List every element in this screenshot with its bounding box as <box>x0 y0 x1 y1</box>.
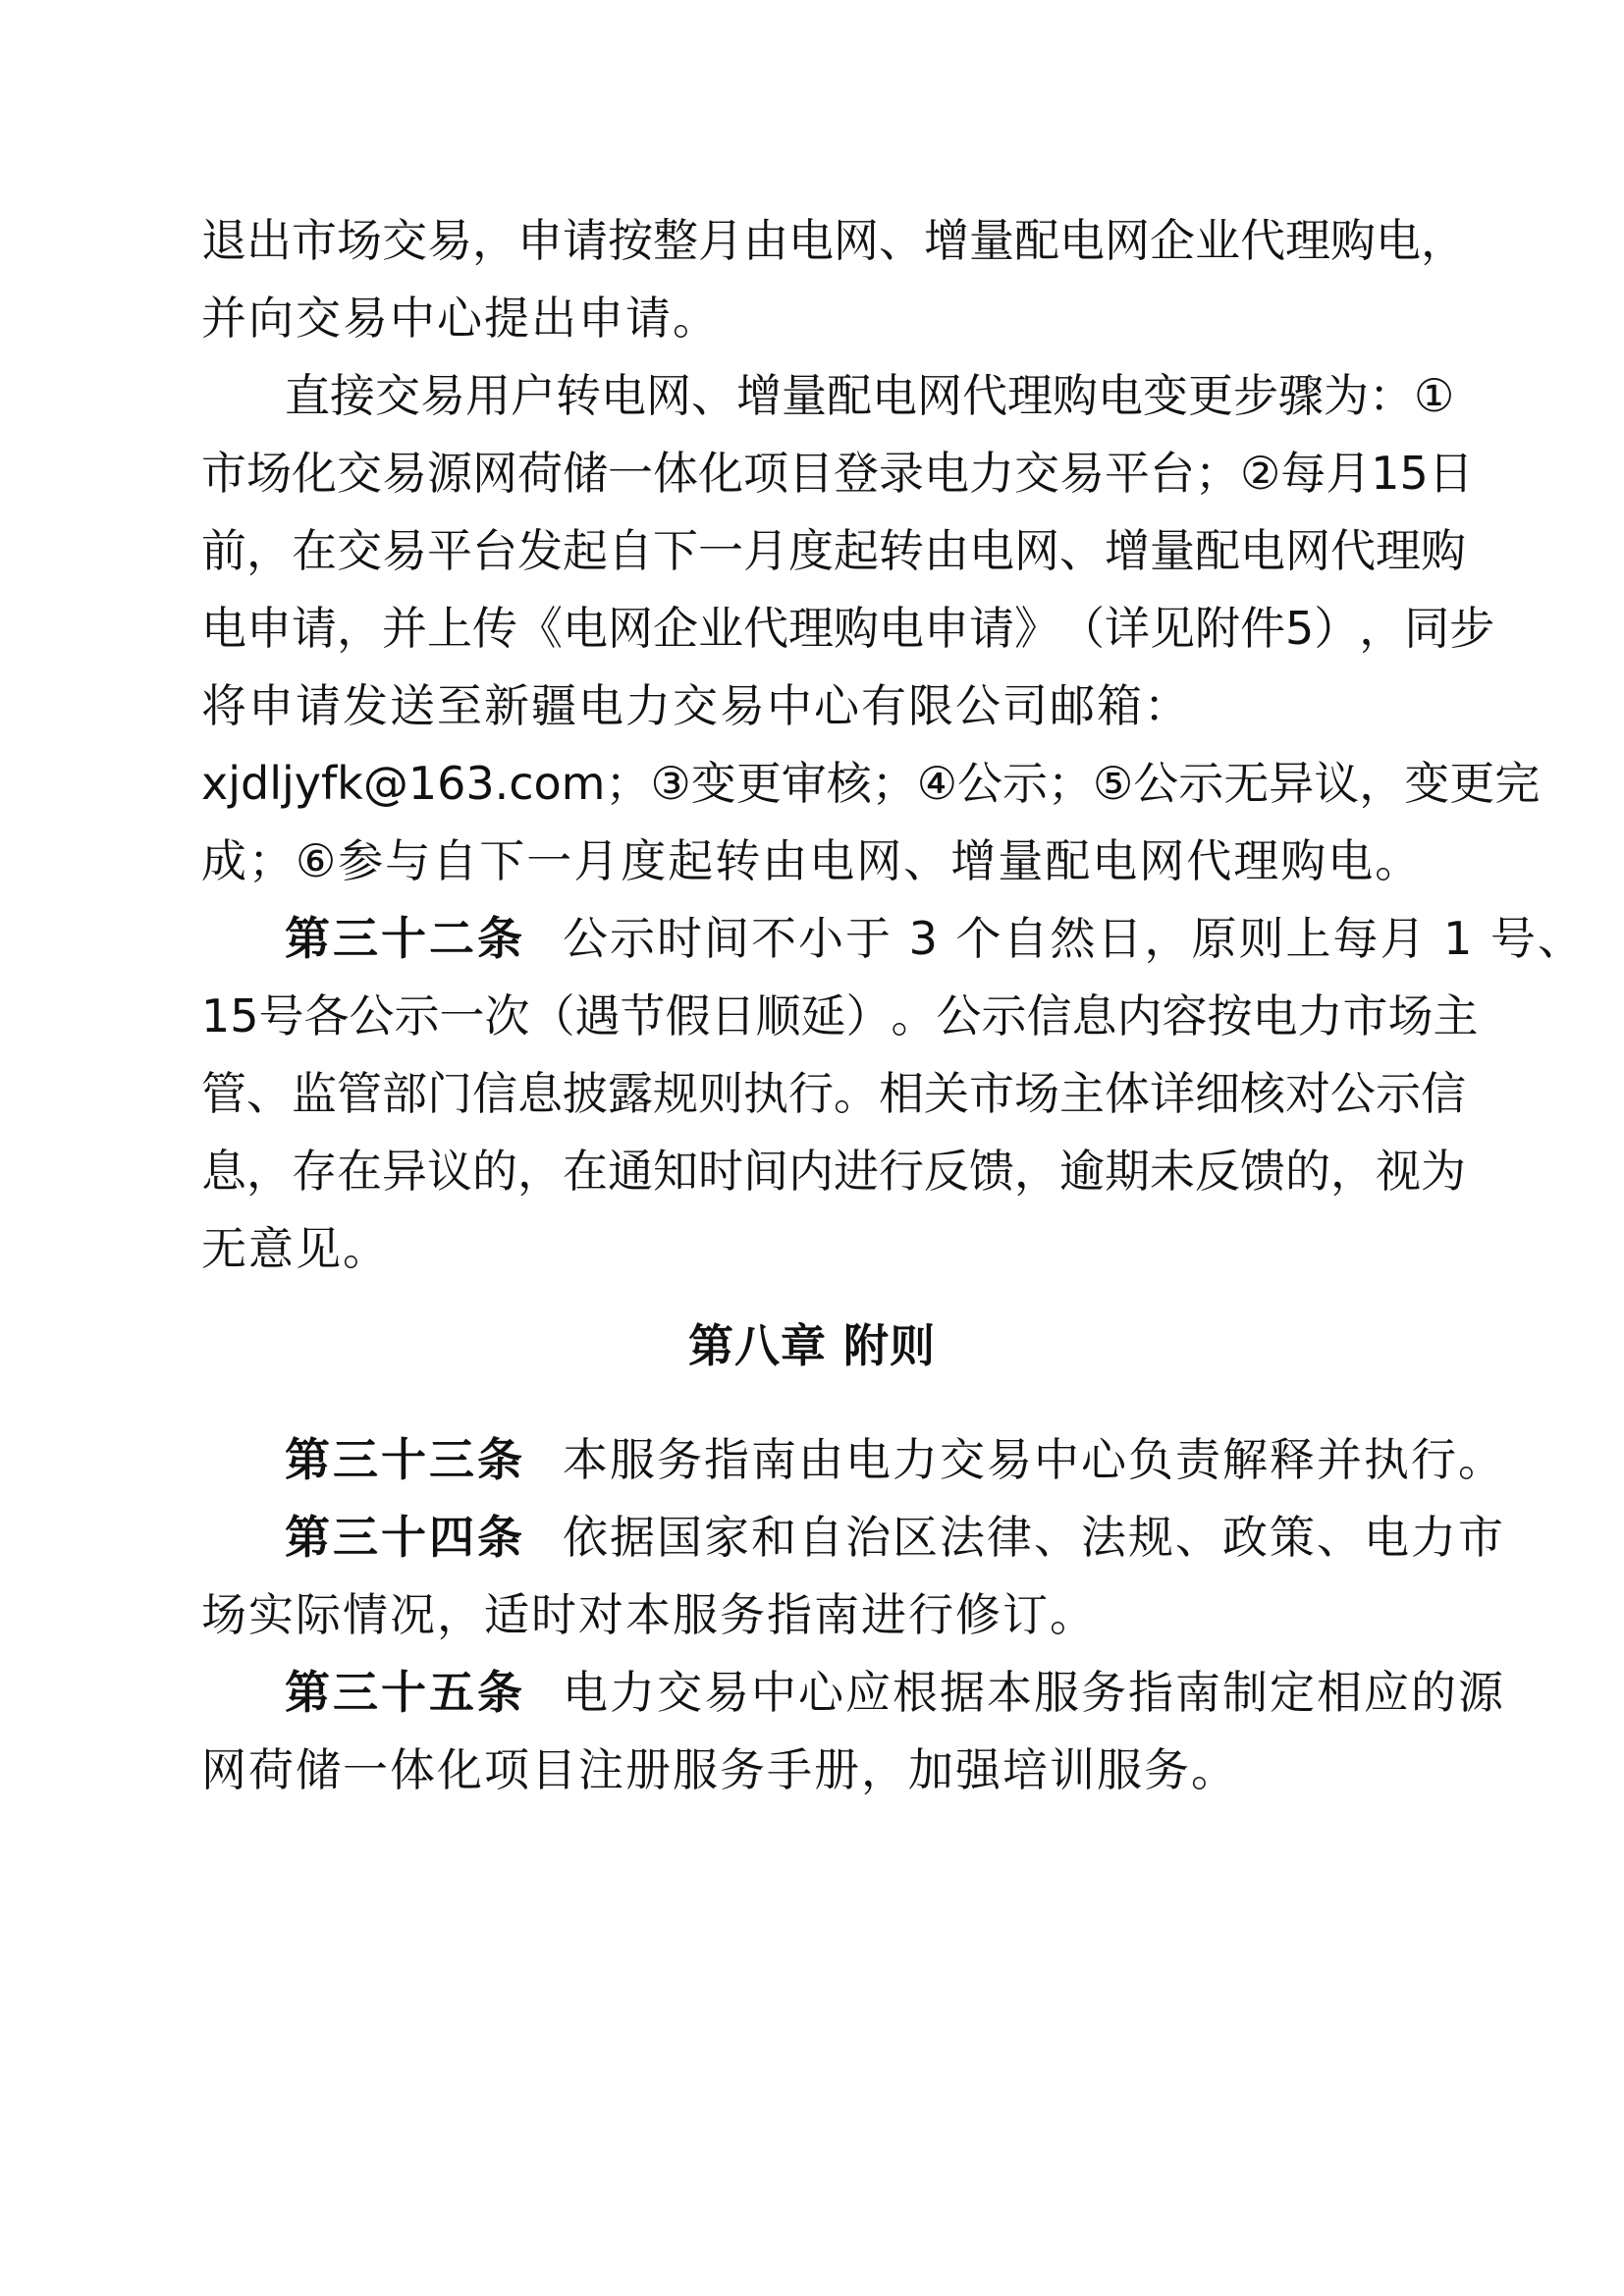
article-32-first-line <box>285 904 1586 973</box>
paragraph-line: 网荷储一体化项目注册服务手册，加强培训服务。 <box>201 1743 1238 1796</box>
article-33-line <box>285 1425 1505 1494</box>
paragraph-line: 无意见。 <box>201 1222 390 1275</box>
article-text: 电力交易中心应根据本服务指南制定相应的源 <box>563 1666 1505 1719</box>
article-34-first-line <box>285 1503 1505 1572</box>
paragraph-line: 15 号 各 公 示 一 次 （ 遇 节 假 日 顺 延 ） 。 公 示 信 息 内 容 按 电 力 市 场 主 <box>201 989 1479 1042</box>
article-text: 本服务指南由电力交易中心负责解释并执行。 <box>563 1433 1505 1486</box>
article-label: 第三十二条 <box>285 912 525 965</box>
paragraph-line: 管 、 监 管 部 门 信 息 披 露 规 则 执 行 。 相 关 市 场 主 体 详 细 核 对 公 示 信 <box>201 1067 1466 1120</box>
paragraph-line: 直 接 交 易 用 户 转 电 网 、 增 量 配 电 网 代 理 购 电 变 更 步 骤 为 ： ① <box>285 369 1455 422</box>
paragraph-line: 息 ， 存 在 异 议 的 ， 在 通 知 时 间 内 进 行 反 馈 ， 逾 期 未 反 馈 的 ， 视 为 <box>201 1145 1466 1198</box>
paragraph-line: 场实际情况，适时对本服务指南进行修订。 <box>201 1588 1097 1641</box>
paragraph-line: xjdljyfk@163.com ； ③ 变 更 审 核 ； ④ 公 示 ； ⑤ 公 示 无 异 议 ， 变 更 完 <box>201 757 1541 810</box>
article-label: 第三十四条 <box>285 1511 525 1564</box>
paragraph-line: 电 申 请 ， 并 上 传 《 电 网 企 业 代 理 购 电 申 请 》 （ 详 见 附 件 5 ） ， 同 步 <box>201 602 1495 655</box>
chapter-title: 第八章 附则 <box>687 1319 936 1372</box>
paragraph-line: 将申请发送至新疆电力交易中心有限公司邮箱： <box>201 679 1191 732</box>
paragraph-line: 成；⑥参与自下一月度起转由电网、增量配电网代理购电。 <box>201 834 1423 887</box>
article-text: 公示时间不小于 3 个自然日，原则上每月 1 号、 <box>563 912 1586 965</box>
paragraph-line: 市 场 化 交 易 源 网 荷 储 一 体 化 项 目 登 录 电 力 交 易 平 台 ； ② 每 月 15 日 <box>201 447 1474 500</box>
paragraph-line: 退 出 市 场 交 易 ， 申 请 按 整 月 由 电 网 、 增 量 配 电 网 企 业 代 理 购 电 ， <box>201 214 1466 267</box>
article-text: 依据国家和自治区法律、法规、政策、电力市 <box>563 1511 1505 1564</box>
article-35-first-line <box>285 1658 1505 1727</box>
article-label: 第三十三条 <box>285 1433 525 1486</box>
paragraph-line: 并向交易中心提出申请。 <box>201 292 720 345</box>
article-label: 第三十五条 <box>285 1666 525 1719</box>
paragraph-line: 前 ， 在 交 易 平 台 发 起 自 下 一 月 度 起 转 由 电 网 、 增 量 配 电 网 代 理 购 <box>201 524 1466 577</box>
